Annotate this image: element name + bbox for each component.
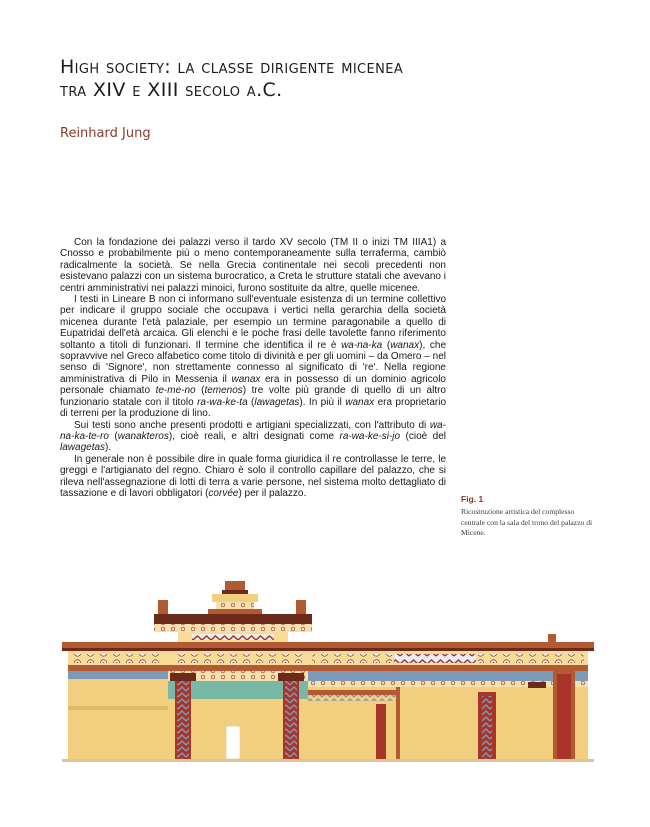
paragraph-4: In generale non è possibile dire in quale forma giuridica il re controllasse le terre, le greggi e l'artigianato del regno. Chiaro è solo il controllo capillare del palazzo, che si rileva nell'assegnazione di lotti di terra a varie persone, nel sistema molto dettagliato di tassazione e di lavori obbligatori (corvée) per il palazzo. xyxy=(60,453,446,499)
right-wing xyxy=(308,651,588,759)
title-line-1: High society: la classe dirigente micenea xyxy=(60,56,404,78)
article-title xyxy=(60,56,600,102)
roof-finial-right xyxy=(296,600,306,614)
roof-finial-left xyxy=(158,600,168,614)
title-line-2: tra XIV e XIII secolo a.C. xyxy=(60,79,283,101)
upper-chevron-band xyxy=(192,634,274,640)
left-wing xyxy=(68,651,168,759)
main-cornice xyxy=(62,642,594,648)
upper-cornice xyxy=(154,614,312,624)
figure-caption-text: Ricostruzione artistica del complesso centrale con la sala del trono del palazzo di Micene. xyxy=(461,507,593,537)
paragraph-2: I testi in Lineare B non ci informano sull'eventuale esistenza di un termine collettivo per indicare il gruppo sociale che occupava i vertici nella gerarchia della società micenea durante l'età palaziale, per esempio un termine paragonabile a quello di Eupatridai dell'età arcaica. Gli elenchi e le poche frasi delle tavolette fanno riferimento soltanto a titoli di funzionari. Il termine che identifica il re è wa-na-ka (wanax), che sopravvive nel Greco alfabetico come titolo di divinità e per gli uomini – da Omero – nel senso di 'Signore', non strettamente connesso al significato di 're'. Nella regione amministrativa di Pilo in Messenia il wanax era in possesso di un dominio agricolo personale chiamato te-me-no (temenos) tre volte più grande di quello di un altro funzionario statale con il titolo ra-wa-ke-ta (lawagetas). In più il wanax era proprietario di terreni per la produzione di lino. xyxy=(60,294,447,420)
doorway xyxy=(226,726,240,759)
ground-line xyxy=(62,759,594,762)
article-body xyxy=(60,237,446,499)
figure-label: Fig. 1 xyxy=(461,494,484,504)
paragraph-1: Con la fondazione dei palazzi verso il tardo XV secolo (TM II o inizi TM IIIA1) a Cnosso e probabilmente più o meno contemporaneamente sulla terraferma, cambiò radicalmente la società. Se nella Grecia continentale nei secoli precedenti non esistevano palazzi con un sistema burocratico, a Creta le strutture statali che avevano i centri amministrativi nei palazzi minoici, furono sostituite da altre, quelle micenee. xyxy=(60,237,446,294)
figure-caption xyxy=(461,494,595,539)
paragraph-3: Sui testi sono anche presenti prodotti e artigiani specializzati, con l'attributo di wa-na-ka-te-ro (wanakteros), cioè reali, e altri designati come ra-wa-ke-si-jo (cioè del lawagetas). xyxy=(60,419,447,454)
author-name: Reinhard Jung xyxy=(60,126,151,141)
palace-reconstruction-illustration xyxy=(58,578,598,768)
upper-frieze xyxy=(154,624,312,632)
